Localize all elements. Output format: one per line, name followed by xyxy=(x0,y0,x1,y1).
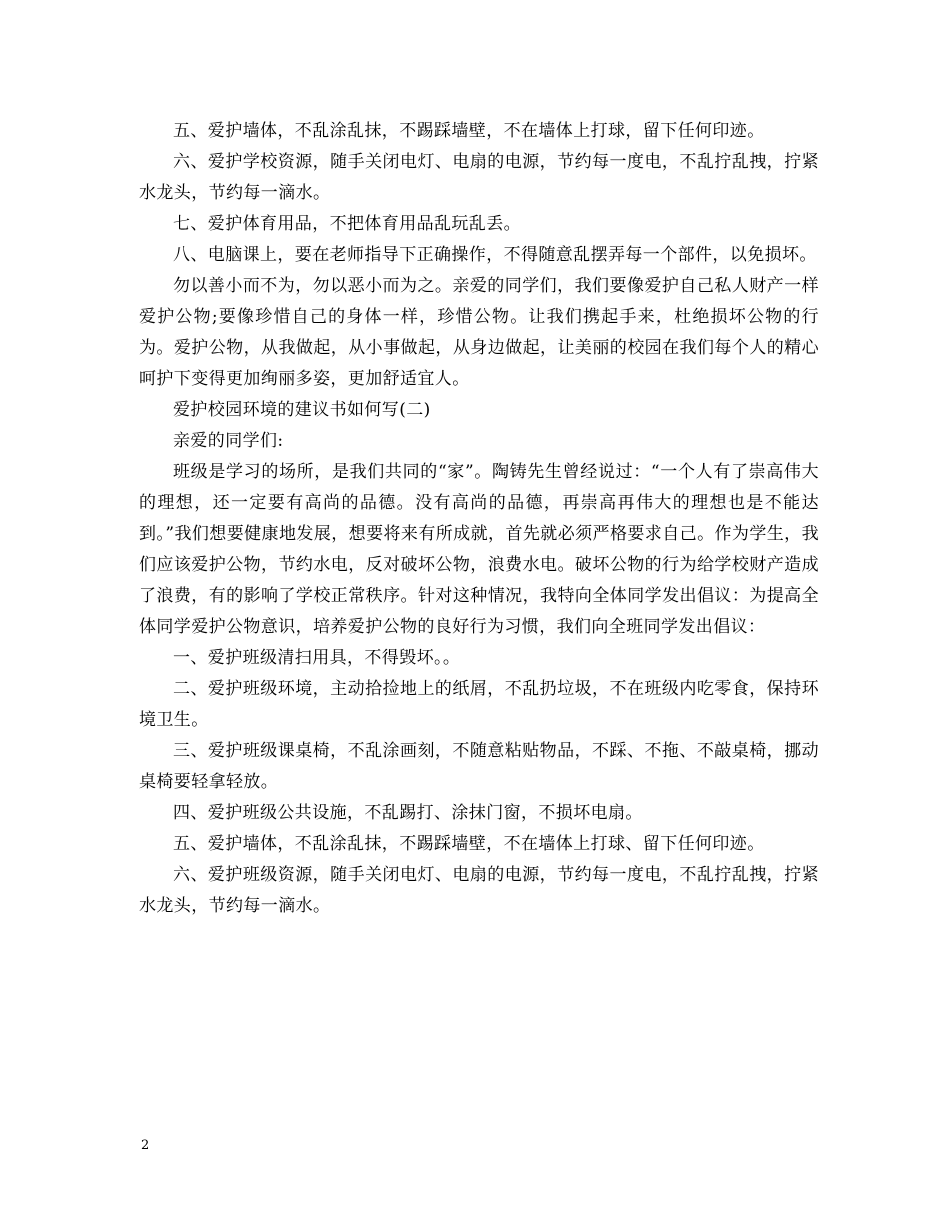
body-text xyxy=(139,116,819,922)
paragraph: 勿以善小而不为，勿以恶小而为之。亲爱的同学们，我们要像爱护自己私人财产一样爱护公物;要像珍惜自己的身体一样，珍惜公物。让我们携起手来，杜绝损坏公物的行为。爱护公物，从我做起，从小事做起，从身边做起，让美丽的校园在我们每个人的精心呵护下变得更加绚丽多姿，更加舒适宜人。 xyxy=(139,276,819,389)
paragraph: 七、爱护体育用品，不把体育用品乱玩乱丢。 xyxy=(173,214,521,234)
paragraph: 班级是学习的场所，是我们共同的“家”。陶铸先生曾经说过：“一个人有了崇高伟大的理想，还一定要有高尚的品德。没有高尚的品德，再崇高再伟大的理想也是不能达到。”我们想要健康地发展，想要将来有所成就，首先就必须严格要求自己。作为学生，我们应该爱护公物，节约水电，反对破坏公物，浪费水电。破坏公物的行为给学校财产造成了浪费，有的影响了学校正常秩序。针对这种情况，我特向全体同学发出倡议：为提高全体同学爱护公物意识，培养爱护公物的良好行为习惯，我们向全班同学发出倡议： xyxy=(139,462,819,637)
paragraph: 六、爱护学校资源，随手关闭电灯、电扇的电源，节约每一度电，不乱拧乱拽，拧紧水龙头，节约每一滴水。 xyxy=(139,152,819,203)
paragraph: 五、爱护墙体，不乱涂乱抹，不踢踩墙壁，不在墙体上打球，留下任何印迹。 xyxy=(173,121,765,141)
paragraph: 八、电脑课上，要在老师指导下正确操作，不得随意乱摆弄每一个部件，以免损坏。 xyxy=(173,245,817,265)
paragraph: 四、爱护班级公共设施，不乱踢打、涂抹门窗，不损坏电扇。 xyxy=(173,803,643,823)
salutation: 亲爱的同学们: xyxy=(173,431,284,451)
paragraph: 二、爱护班级环境，主动拾捡地上的纸屑，不乱扔垃圾，不在班级内吃零食，保持环境卫生。 xyxy=(139,679,819,730)
paragraph: 五、爱护墙体，不乱涂乱抹，不踢踩墙壁，不在墙体上打球、留下任何印迹。 xyxy=(173,834,765,854)
paragraph: 三、爱护班级课桌椅，不乱涂画刻，不随意粘贴物品，不踩、不拖、不敲桌椅，挪动桌椅要轻拿轻放。 xyxy=(139,741,819,792)
paragraph: 一、爱护班级清扫用具，不得毁坏。。 xyxy=(173,648,461,668)
section-heading: 爱护校园环境的建议书如何写(二) xyxy=(173,400,431,420)
page-number: 2 xyxy=(141,1138,150,1153)
paragraph: 六、爱护班级资源，随手关闭电灯、电扇的电源，节约每一度电，不乱拧乱拽，拧紧水龙头，节约每一滴水。 xyxy=(139,865,819,916)
